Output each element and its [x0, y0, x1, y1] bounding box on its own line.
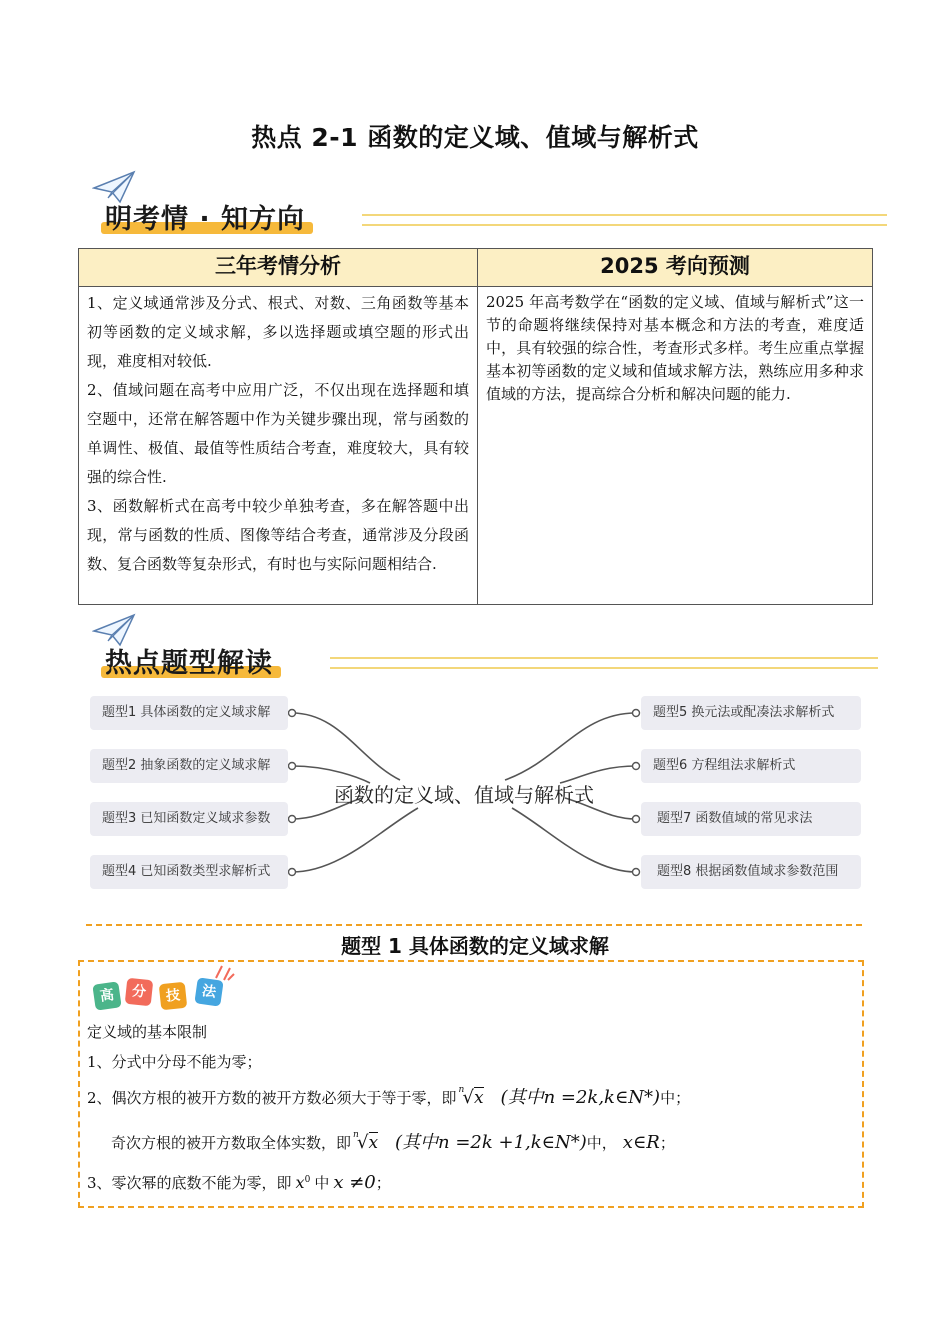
- power-exp: 0: [304, 1175, 311, 1185]
- mindmap-node-2: 题型2 抽象函数的定义域求解: [90, 749, 288, 783]
- banner-stripe-1: [362, 214, 887, 226]
- section-divider: [86, 924, 862, 926]
- rule-4: [87, 1172, 391, 1193]
- rule-4-end: ；: [375, 1174, 391, 1192]
- root-var: x: [474, 1088, 484, 1108]
- badge-tile-1: 高: [92, 981, 121, 1010]
- rule-3-math: x∈R: [622, 1132, 660, 1153]
- sparkle-icon: [212, 962, 236, 982]
- rule-3-post: 中，: [586, 1134, 617, 1152]
- col1-cell: [79, 287, 478, 605]
- mindmap-node-5: 题型5 换元法或配凑法求解析式: [641, 696, 861, 730]
- power-base: x: [295, 1173, 305, 1192]
- badge-tile-2: 分: [125, 978, 154, 1007]
- banner-text-1: 明考情 · 知方向: [105, 204, 306, 235]
- banner-heading-2: [105, 641, 273, 680]
- mindmap-node-8: 题型8 根据函数值域求参数范围: [641, 855, 861, 889]
- technique-heading: 定义域的基本限制: [87, 1023, 208, 1041]
- rule-4-mid: 中: [314, 1174, 330, 1192]
- section-title: 题型 1 具体函数的定义域求解: [341, 934, 609, 958]
- col1-header: 三年考情分析: [79, 249, 478, 287]
- root-symbol: n √x: [458, 1085, 484, 1108]
- banner-text-2: 热点题型解读: [105, 648, 273, 679]
- col2-cell: 2025 年高考数学在“函数的定义域、值域与解析式”这一节的命题将继续保持对基本概念和方法的考查，难度适中，具有较强的综合性，考查形式多样。考生应重点掌握基本初等函数的定义域和值域求解方法，熟练应用多种求值域的方法，提高综合分析和解决问题的能力.: [478, 287, 873, 605]
- rule-2-condition: (其中n =2k,k∈N*): [500, 1087, 661, 1108]
- analysis-paragraph-1: 1、定义域通常涉及分式、根式、对数、三角函数等基本初等函数的定义域求解，多以选择题或填空题的形式出现，难度相对较低.: [87, 294, 469, 370]
- rule-4-text: 3、零次幂的底数不能为零，即: [87, 1174, 292, 1192]
- rule-2-post: 中；: [660, 1089, 691, 1107]
- analysis-paragraph-3: 3、函数解析式在高考中较少单独考查，多在解答题中出现，常与函数的性质、图像等结合考查，通常涉及分段函数、复合函数等复杂形式，有时也与实际问题相结合.: [87, 497, 469, 573]
- badge-tile-4: 法: [194, 977, 223, 1006]
- root-index: n: [353, 1130, 359, 1140]
- rule-2: [87, 1083, 690, 1109]
- analysis-paragraph-2: 2、值域问题在高考中应用广泛，不仅出现在选择题和填空题中，还常在解答题中作为关键步骤出现，常与函数的单调性、极值、最值等性质结合考查，难度较大，具有较强的综合性.: [87, 381, 469, 486]
- mindmap-node-7: 题型7 函数值域的常见求法: [641, 802, 861, 836]
- mindmap-node-6: 题型6 方程组法求解析式: [641, 749, 861, 783]
- mindmap-node-3: 题型3 已知函数定义域求参数: [90, 802, 288, 836]
- banner-stripe-2: [330, 657, 878, 669]
- mindmap-node-4: 题型4 已知函数类型求解析式: [90, 855, 288, 889]
- col2-header: 2025 考向预测: [478, 249, 873, 287]
- rule-3-end: ；: [659, 1134, 675, 1152]
- banner-heading-1: [105, 197, 305, 236]
- rule-3: [111, 1128, 675, 1154]
- rule-3-condition: (其中n =2k +1,k∈N*): [395, 1132, 587, 1153]
- rule-4-math: x ≠0: [333, 1172, 376, 1193]
- rule-2-text: 2、偶次方根的被开方数的被开方数必须大于等于零，即: [87, 1089, 457, 1107]
- root-var: x: [368, 1133, 379, 1153]
- mindmap-center: 函数的定义域、值域与解析式: [334, 783, 594, 807]
- analysis-table: [78, 248, 873, 605]
- rule-3-text: 奇次方根的被开方数取全体实数，即: [111, 1134, 352, 1152]
- page-title: 热点 2-1 函数的定义域、值域与解析式: [251, 123, 699, 152]
- mindmap-node-1: 题型1 具体函数的定义域求解: [90, 696, 288, 730]
- root-index: n: [458, 1085, 465, 1095]
- rule-1: 1、分式中分母不能为零；: [87, 1053, 262, 1071]
- badge-tile-3: 技: [159, 982, 188, 1011]
- root-symbol: n √x: [353, 1130, 379, 1153]
